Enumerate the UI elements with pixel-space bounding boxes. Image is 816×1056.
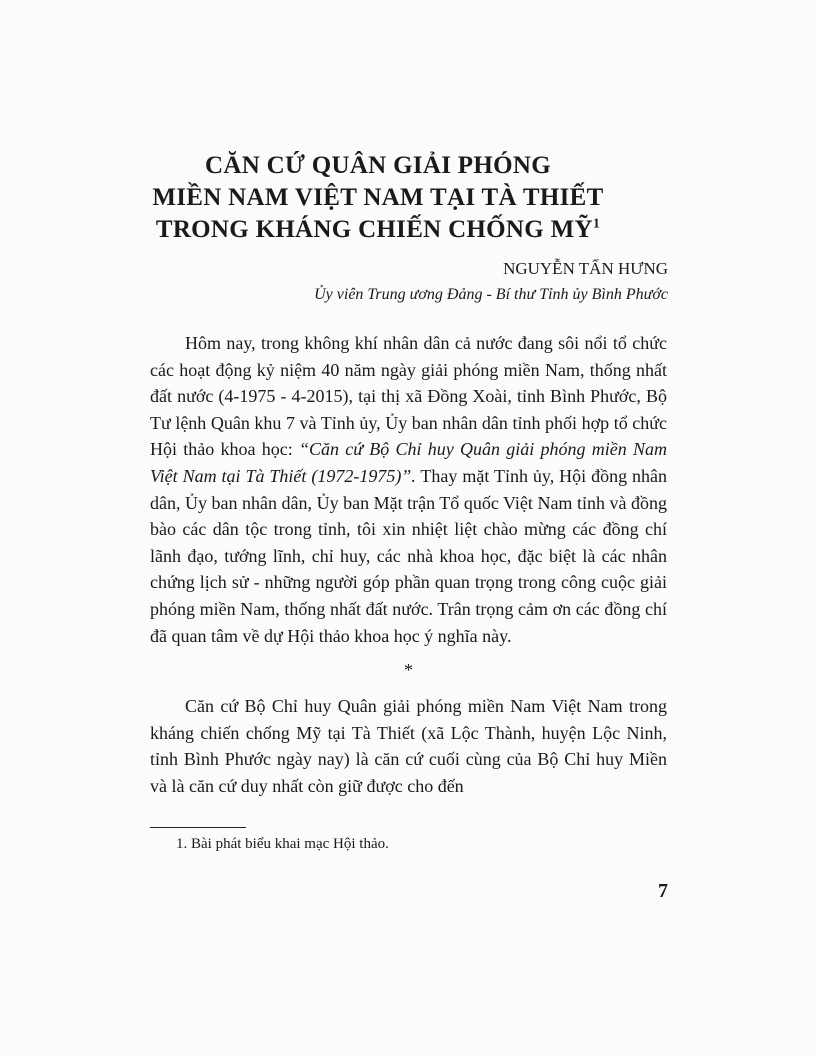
footnote-divider (150, 827, 246, 828)
paragraph-1-text: Hôm nay, trong không khí nhân dân cả nước đang sôi nổi tổ chức các hoạt động kỷ niệm 40 năm ngày giải phóng miền Nam, thống nhất đất nước (4-1975 - 4-2015), tại thị xã Đồng Xoài, tỉnh Bình Phước, Bộ Tư lệnh Quân khu 7 và Tỉnh ủy, Ủy ban nhân dân tỉnh phối hợp tổ chức Hội thảo khoa học: (150, 333, 667, 460)
paragraph-2: Căn cứ Bộ Chỉ huy Quân giải phóng miền Nam Việt Nam trong kháng chiến chống Mỹ tại Tà Thiết (xã Lộc Thành, huyện Lộc Ninh, tỉnh Bình Phước ngày nay) là căn cứ cuối cùng của Bộ Chỉ huy Miền và là căn cứ duy nhất còn giữ được cho đến (150, 696, 667, 796)
paragraph-1-continuation: Thay mặt Tỉnh ủy, Hội đồng nhân dân, Ủy ban nhân dân, Ủy ban Mặt trận Tổ quốc Việt Nam tỉnh và đồng bào các dân tộc trong tỉnh, tôi xin nhiệt liệt chào mừng các đồng chí lãnh đạo, tướng lĩnh, chỉ huy, các nhà khoa học, đặc biệt là các nhân chứng lịch sử - những người góp phần quan trọng trong công cuộc giải phóng miền Nam, thống nhất đất nước. Trân trọng cảm ơn các đồng chí đã quan tâm về dự Hội thảo khoa học ý nghĩa này. (150, 465, 667, 646)
section-separator: * (404, 660, 413, 681)
author-role: Ủy viên Trung ương Đảng - Bí thư Tỉnh ủy Bình Phước (314, 286, 668, 303)
page-number: 7 (658, 880, 668, 902)
title-line-2: MIỀN NAM VIỆT NAM TẠI TÀ THIẾT (152, 184, 604, 211)
title-line-3-text: TRONG KHÁNG CHIẾN CHỐNG MỸ (155, 216, 593, 243)
conference-title-quote: “Căn cứ Bộ Chỉ huy Quân giải phóng miền Nam Việt Nam tại Tà Thiết (1972-1975)”. (150, 439, 667, 486)
chapter-title (120, 150, 636, 246)
title-line-3 (120, 214, 636, 246)
title-line-1: CĂN CỨ QUÂN GIẢI PHÓNG (205, 152, 551, 179)
body-text (150, 330, 667, 800)
paragraph-1 (150, 330, 667, 649)
title-footnote-marker: 1 (592, 216, 601, 232)
footnote: 1. Bài phát biểu khai mạc Hội thảo. (176, 836, 389, 852)
author-block (314, 256, 668, 308)
author-name: NGUYỄN TẤN HƯNG (503, 259, 668, 278)
